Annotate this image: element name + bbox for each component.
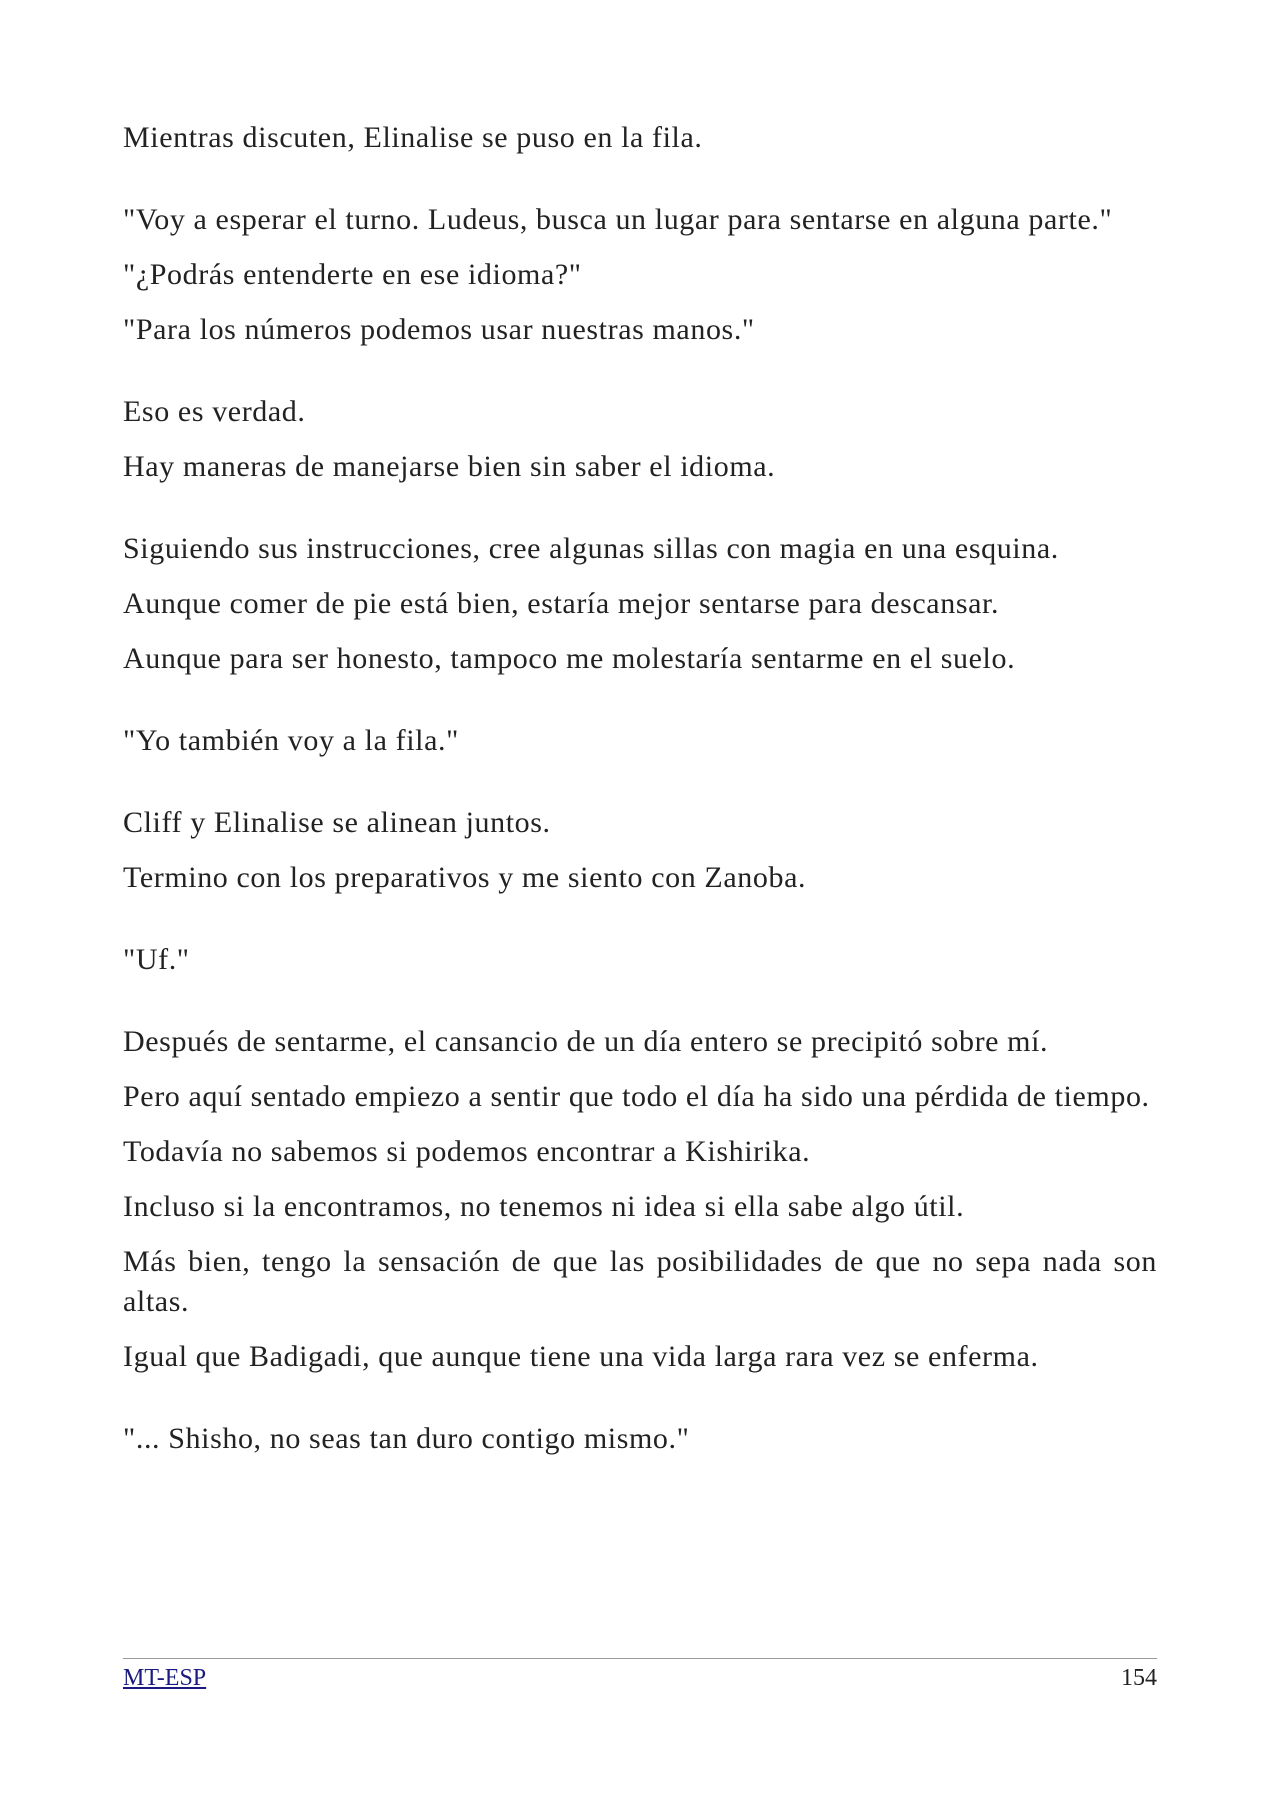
paragraph: Eso es verdad. [123, 395, 306, 428]
page-body [123, 118, 1157, 1459]
paragraph: "Yo también voy a la fila." [123, 724, 459, 757]
paragraph: Pero aquí sentado empiezo a sentir que todo el día ha sido una pérdida de tiempo. [123, 1080, 1150, 1113]
paragraph: Mientras discuten, Elinalise se puso en la fila. [123, 121, 703, 154]
footer-link-mt-esp[interactable]: MT-ESP [123, 1665, 207, 1691]
paragraph: Siguiendo sus instrucciones, cree algunas sillas con magia en una esquina. [123, 532, 1059, 565]
paragraph: Termino con los preparativos y me siento con Zanoba. [123, 861, 807, 894]
paragraph: Después de sentarme, el cansancio de un día entero se precipitó sobre mí. [123, 1025, 1049, 1058]
paragraph: Todavía no sabemos si podemos encontrar a Kishirika. [123, 1135, 811, 1168]
paragraph: Incluso si la encontramos, no tenemos ni idea si ella sabe algo útil. [123, 1190, 965, 1223]
paragraph: Aunque para ser honesto, tampoco me molestaría sentarme en el suelo. [123, 642, 1016, 675]
paragraph: "Voy a esperar el turno. Ludeus, busca un lugar para sentarse en alguna parte." [123, 203, 1113, 236]
paragraph: Cliff y Elinalise se alinean juntos. [123, 806, 551, 839]
paragraph: "¿Podrás entenderte en ese idioma?" [123, 258, 582, 291]
page-footer [123, 1658, 1157, 1693]
page-number: 154 [1121, 1665, 1157, 1691]
paragraph: Aunque comer de pie está bien, estaría mejor sentarse para descansar. [123, 587, 1000, 620]
paragraph: Igual que Badigadi, que aunque tiene una vida larga rara vez se enferma. [123, 1340, 1039, 1373]
paragraph: Hay maneras de manejarse bien sin saber el idioma. [123, 450, 776, 483]
paragraph: "... Shisho, no seas tan duro contigo mismo." [123, 1422, 690, 1455]
paragraph: "Uf." [123, 943, 190, 976]
paragraph: "Para los números podemos usar nuestras manos." [123, 313, 755, 346]
paragraph: Más bien, tengo la sensación de que las posibilidades de que no sepa nada son altas. [123, 1245, 1157, 1318]
